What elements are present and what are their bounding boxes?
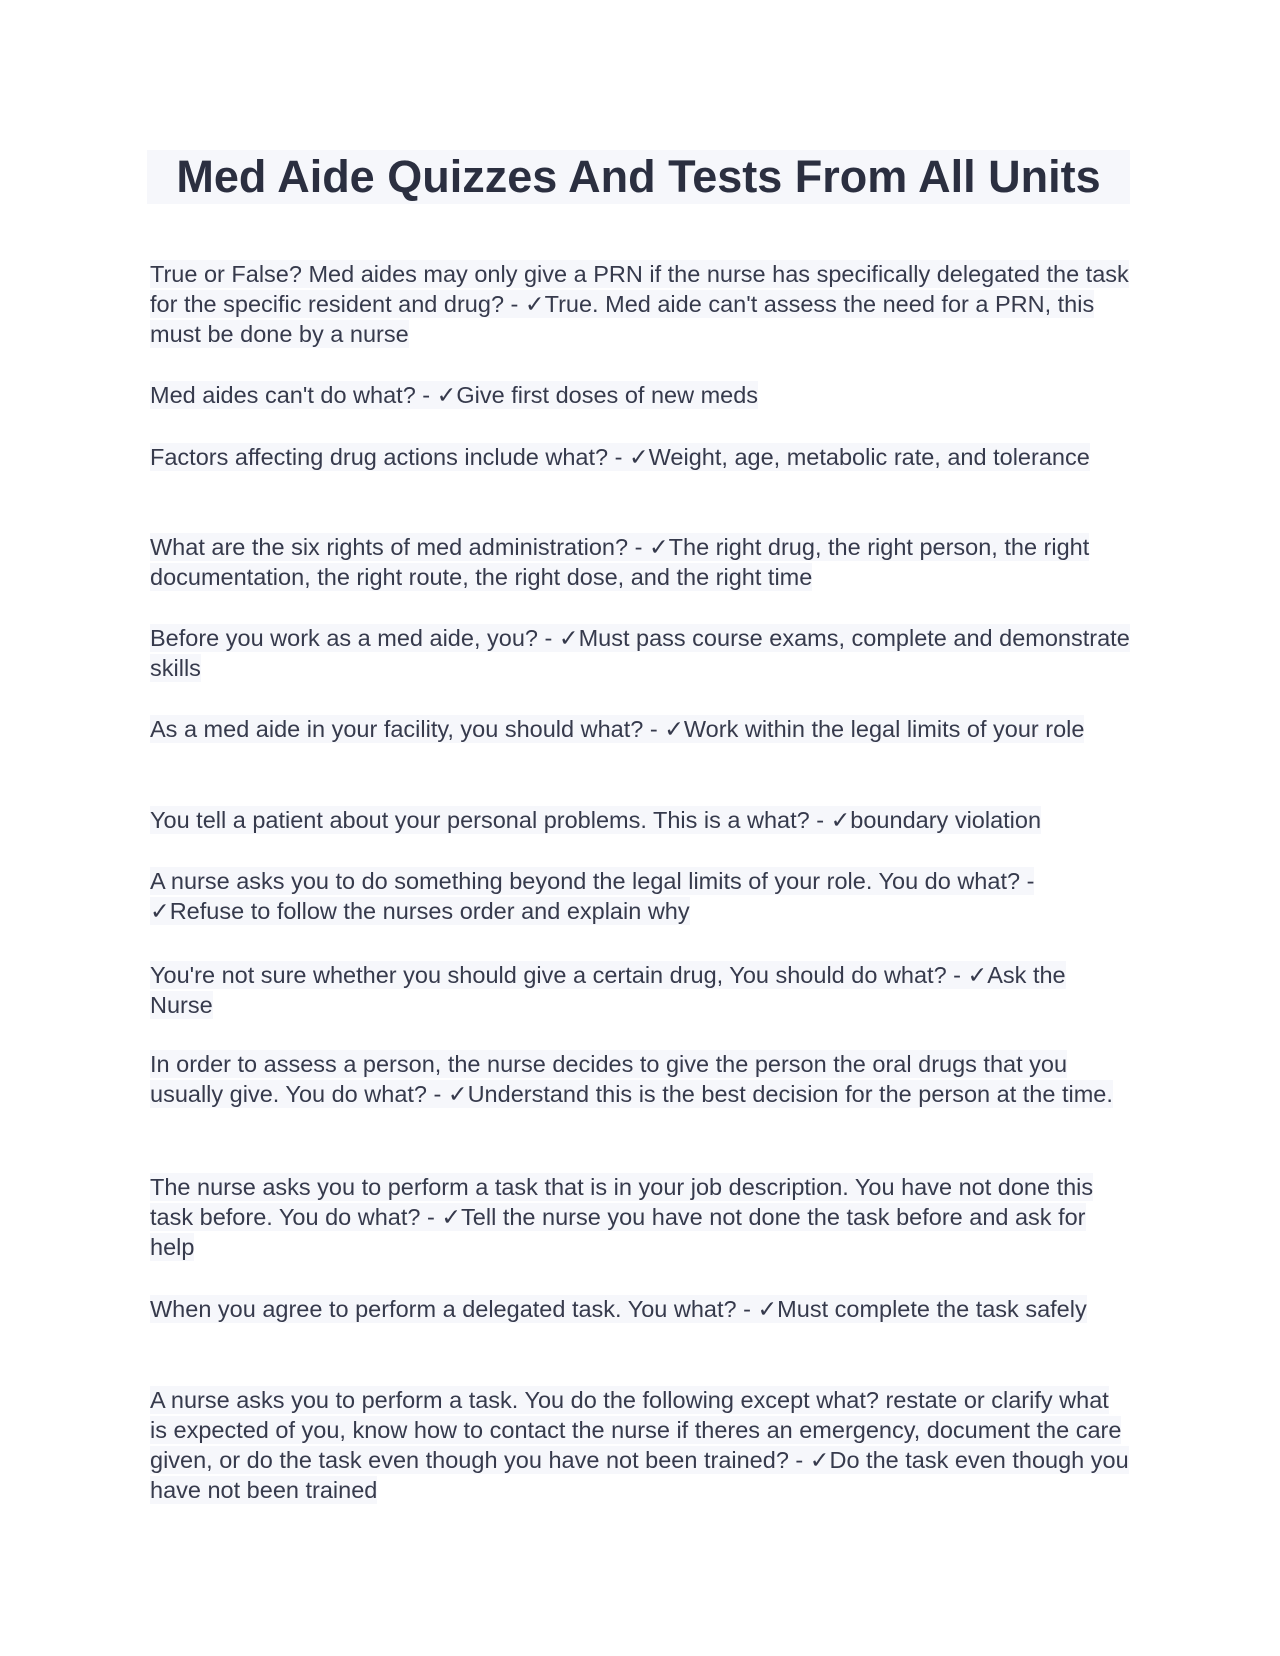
check-icon: ✓ [524,291,545,317]
check-icon: ✓ [830,807,851,833]
check-icon: ✓ [967,962,988,988]
qa-highlight [150,1386,1129,1504]
question-text: True or False? Med aides may only give a PRN if the nurse has specifically delegated the task for the specific resident and drug? - [150,261,1129,317]
qa-highlight [150,806,1041,834]
document-title: Med Aide Quizzes And Tests From All Units [176,151,1101,202]
qa-item [150,1049,1130,1109]
qa-item [150,442,1130,472]
qa-highlight [150,443,1090,471]
qa-highlight [150,624,1130,682]
answer-text: Do the task even though you have not been trained [150,1447,1129,1503]
qa-item [150,714,1130,744]
check-icon: ✓ [757,1296,778,1322]
qa-highlight [150,715,1084,743]
qa-highlight [150,867,1034,925]
check-icon: ✓ [628,444,649,470]
question-text: Med aides can't do what? - [150,382,437,408]
qa-item [150,866,1130,926]
check-icon: ✓ [447,1081,468,1107]
qa-highlight [150,961,1066,1019]
answer-text: Refuse to follow the nurses order and explain why [169,898,690,924]
question-text: What are the six rights of med administration? - [150,534,649,560]
answer-text: Ask the Nurse [150,962,1066,1018]
check-icon: ✓ [648,534,669,560]
question-text: The nurse asks you to perform a task that is in your job description. You have not done this task before. You do what? - [150,1174,1094,1230]
qa-highlight [150,381,758,409]
check-icon: ✓ [150,898,170,924]
check-icon: ✓ [436,382,457,408]
question-text: In order to assess a person, the nurse decides to give the person the oral drugs that you usually give. You do what? - [150,1051,1068,1107]
qa-highlight [150,1173,1093,1261]
qa-item [150,623,1130,683]
qa-item [150,532,1130,592]
qa-item [150,805,1130,835]
answer-text: Tell the nurse you have not done the task before and ask for help [150,1204,1086,1260]
question-text: As a med aide in your facility, you should what? - [150,716,665,742]
qa-item [150,960,1130,1020]
answer-text: Give first doses of new meds [456,382,759,408]
qa-item [150,1294,1130,1324]
question-text: A nurse asks you to perform a task. You do the following except what? restate or clarify what is expected of you, know how to contact the nurse if theres an emergency, document the care given, or do the task even though you have not been trained? - [150,1387,1122,1473]
question-text: When you agree to perform a delegated task. You what? - [150,1296,758,1322]
answer-text: Work within the legal limits of your role [683,716,1085,742]
answer-text: True. Med aide can't assess the need for a PRN, this must be done by a nurse [150,291,1095,347]
check-icon: ✓ [664,716,684,742]
qa-item [150,259,1130,349]
answer-text: Must complete the task safely [777,1296,1087,1322]
answer-text: Understand this is the best decision for the person at the time. [467,1081,1113,1107]
question-text: You tell a patient about your personal problems. This is a what? - [150,807,831,833]
question-text: A nurse asks you to do something beyond the legal limits of your role. You do what? - [150,868,1035,894]
check-icon: ✓ [441,1204,462,1230]
qa-highlight [150,260,1129,348]
answer-text: The right drug, the right person, the right documentation, the right route, the right dose, and the right time [150,534,1090,590]
qa-item [150,1172,1130,1262]
answer-text: Must pass course exams, complete and demonstrate skills [150,625,1130,681]
qa-item [150,380,1130,410]
answer-text: Weight, age, metabolic rate, and tolerance [648,444,1090,470]
qa-highlight [150,1295,1087,1323]
check-icon: ✓ [558,625,579,651]
qa-item [150,1385,1130,1505]
question-text: You're not sure whether you should give a certain drug, You should do what? - [150,962,968,988]
qa-highlight [150,533,1089,591]
check-icon: ✓ [809,1447,830,1473]
question-text: Before you work as a med aide, you? - [150,625,559,651]
answer-text: boundary violation [850,807,1042,833]
title-block [147,150,1130,204]
qa-highlight [150,1050,1113,1108]
question-text: Factors affecting drug actions include what? - [150,444,629,470]
